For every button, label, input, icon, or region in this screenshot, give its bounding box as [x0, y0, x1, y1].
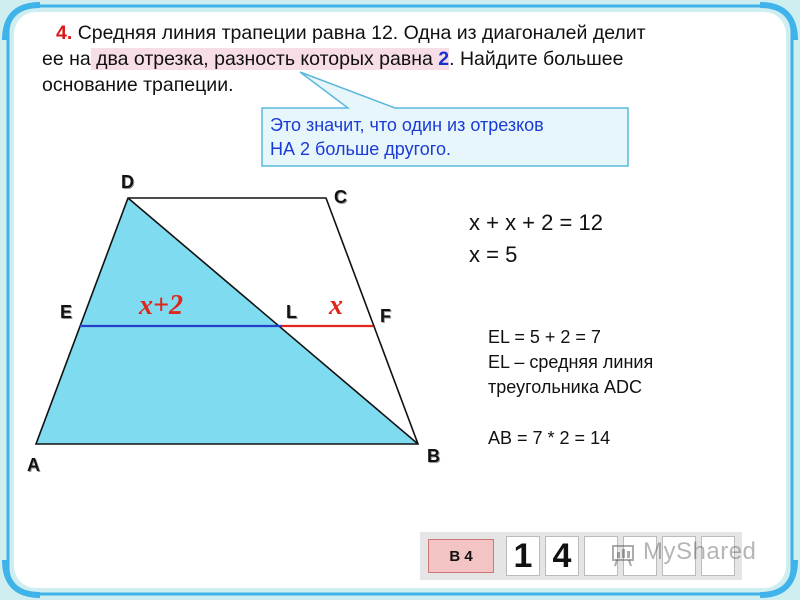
triangle-adc [36, 198, 418, 444]
watermark-text: MyShared [643, 538, 757, 565]
difference-value: 2 [438, 48, 450, 70]
vertex-label-c: C [334, 187, 347, 207]
segment-label-el: x+2 [139, 290, 183, 321]
el-desc-line-1: EL – средняя линия [488, 352, 654, 372]
callout-line-1: Это значит, что один из отрезков [270, 115, 544, 135]
el-calculation [488, 325, 653, 400]
segment-label-lf: x [329, 290, 343, 321]
answer-label: В 4 [428, 539, 494, 573]
vertex-label-d: D [121, 172, 134, 192]
problem-line-3: основание трапеции. [42, 74, 234, 96]
problem-line-1: Средняя линия трапеции равна 12. Одна из диагоналей делит [77, 22, 646, 44]
el-desc-line-2: треугольника ADC [488, 377, 643, 397]
watermark-icon [611, 540, 639, 568]
vertex-label-l: L [286, 302, 297, 322]
answer-digit-2: 4 [545, 536, 579, 576]
problem-line-2-prefix: ее на [42, 48, 91, 70]
vertex-label-a: A [27, 455, 40, 475]
vertex-label-f: F [380, 306, 391, 326]
callout-line-2: НА 2 больше другого. [270, 139, 451, 159]
highlight-text: два отрезка, разность которых равна [90, 48, 439, 70]
vertex-label-e: E [60, 302, 73, 322]
el-calc-line: EL = 5 + 2 = 7 [488, 327, 601, 347]
answer-digit-1: 1 [506, 536, 540, 576]
equation-2: x = 5 [469, 242, 518, 267]
problem-line-2-suffix: . Найдите большее [449, 48, 624, 70]
equation-1: x + x + 2 = 12 [469, 210, 603, 235]
ab-calculation: AB = 7 * 2 = 14 [488, 428, 611, 448]
problem-number: 4. [56, 22, 73, 44]
vertex-label-b: B [427, 446, 440, 466]
